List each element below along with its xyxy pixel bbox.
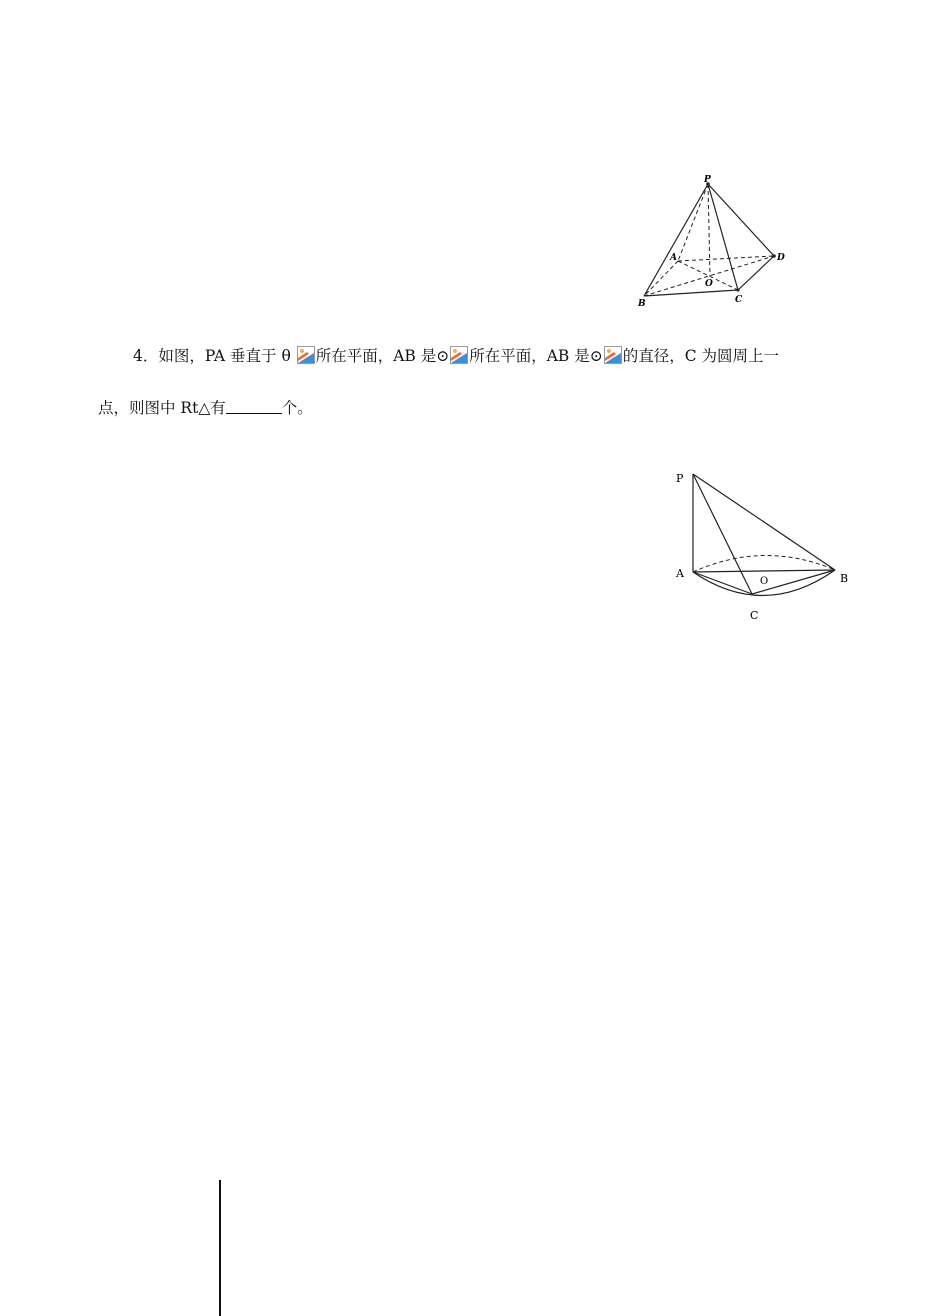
broken-image-icon bbox=[450, 346, 468, 364]
edge-pa bbox=[678, 184, 708, 261]
question-4-line-1 bbox=[133, 346, 779, 366]
cone-diagram bbox=[668, 462, 858, 627]
edge-cd bbox=[738, 256, 774, 290]
edge-po bbox=[708, 184, 710, 276]
pyramid-diagram bbox=[632, 168, 792, 313]
question-text-line2b: 个。 bbox=[281, 399, 313, 417]
question-text-part2: 所在平面，AB 是⊙ bbox=[315, 347, 450, 365]
label-c: C bbox=[750, 609, 759, 622]
label-o: O bbox=[705, 279, 713, 289]
segment-ab bbox=[693, 570, 835, 572]
label-p: P bbox=[676, 472, 684, 485]
label-a: A bbox=[676, 567, 684, 580]
label-p: P bbox=[704, 175, 711, 185]
question-text-part3: 所在平面，AB 是⊙ bbox=[469, 347, 603, 365]
circle-back-arc bbox=[693, 555, 835, 572]
answer-blank[interactable] bbox=[226, 399, 282, 414]
label-o: O bbox=[760, 576, 769, 587]
question-text-line2a: 点，则图中 Rt△有 bbox=[98, 399, 226, 417]
question-4-line-2 bbox=[98, 398, 313, 418]
broken-image-icon bbox=[604, 346, 622, 364]
label-c: C bbox=[735, 295, 743, 305]
segment-pc bbox=[693, 474, 752, 594]
label-d: D bbox=[777, 253, 785, 263]
symbol-o: θ bbox=[281, 347, 291, 365]
broken-image-icon bbox=[297, 346, 315, 364]
margin-rule bbox=[219, 1180, 221, 1316]
question-text-part4: 的直径，C 为圆周上一 bbox=[622, 347, 780, 365]
edge-bc bbox=[644, 290, 738, 296]
label-b: B bbox=[840, 572, 849, 585]
question-number: 4． bbox=[133, 347, 159, 365]
label-b: B bbox=[638, 299, 646, 309]
label-a: A bbox=[670, 253, 677, 263]
pyramid-figure bbox=[632, 168, 792, 313]
question-text-part1: 如图，PA 垂直于 bbox=[158, 347, 282, 365]
cone-figure bbox=[668, 462, 858, 627]
